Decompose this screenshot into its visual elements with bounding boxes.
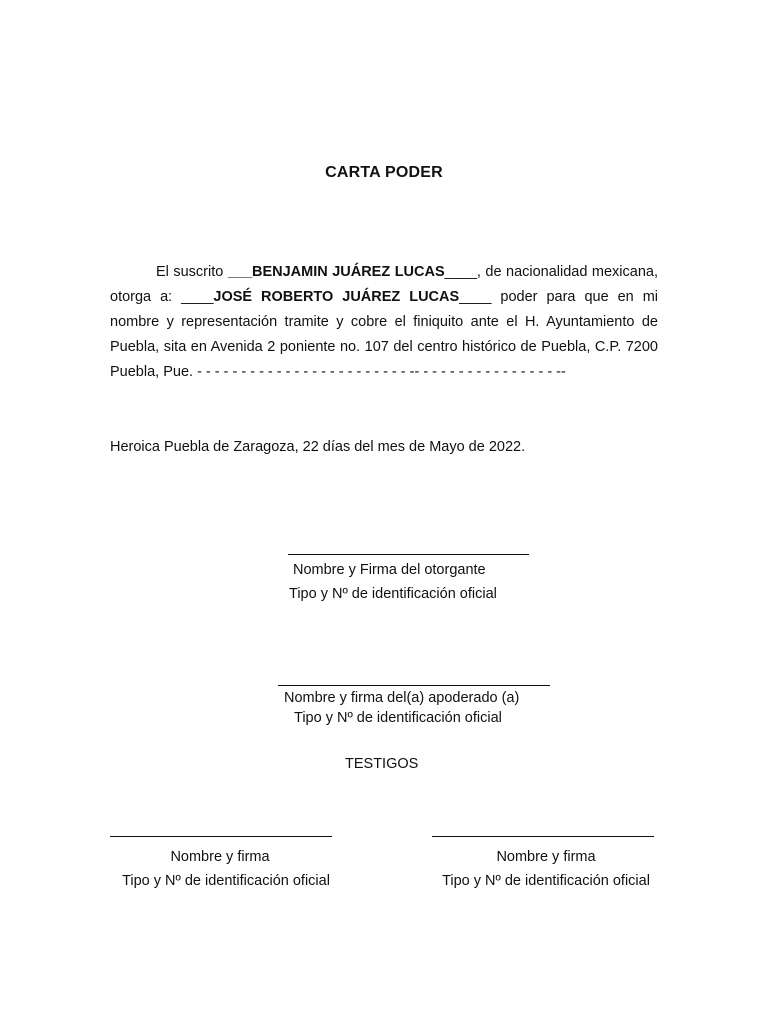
attorney-name: JOSÉ ROBERTO JUÁREZ LUCAS (213, 289, 460, 305)
grantor-signature-line (288, 554, 529, 555)
witness-left-id-label: Tipo y Nº de identificación oficial (122, 873, 330, 889)
grantor-signature-label: Nombre y Firma del otorgante (293, 562, 486, 578)
body-part-1: El suscrito (156, 264, 228, 280)
attorney-signature-line (278, 685, 550, 686)
witnesses-heading: TESTIGOS (345, 756, 419, 772)
body-part-3: ____ poder para que en mi nombre y representación tramite y cobre el finiquito ante el H. Ayuntamiento de Puebla, sita en Avenida 2 poniente no. 107 del centro histórico de Puebla, C.P. 7200 Puebla, Pue. - - - - - - - - - - - - - - - - - - - - - - - - -- - - - - - - - - - - - - - - - -- (110, 289, 658, 380)
witness-right-signature-line (432, 836, 654, 837)
attorney-signature-block (278, 673, 558, 727)
attorney-signature-label: Nombre y firma del(a) apoderado (a) (284, 690, 520, 706)
witness-left-block (110, 826, 350, 893)
witness-right-block (432, 826, 672, 893)
body-part-2: ____, de nacionalidad mexicana, otorga a: ____ (110, 264, 658, 305)
place-date: Heroica Puebla de Zaragoza, 22 días del mes de Mayo de 2022. (110, 439, 526, 455)
grantor-signature-block (288, 540, 533, 606)
witness-left-signature-line (110, 836, 332, 837)
grantor-name: ___BENJAMIN JUÁREZ LUCAS (227, 264, 445, 280)
witness-left-signature-label: Nombre y firma (170, 849, 270, 865)
attorney-id-label: Tipo y Nº de identificación oficial (294, 710, 502, 726)
witness-right-id-label: Tipo y Nº de identificación oficial (442, 873, 650, 889)
grantor-id-label: Tipo y Nº de identificación oficial (289, 586, 497, 602)
page-title: CARTA PODER (325, 164, 443, 181)
body-paragraph (110, 260, 658, 385)
witness-right-signature-label: Nombre y firma (496, 849, 596, 865)
